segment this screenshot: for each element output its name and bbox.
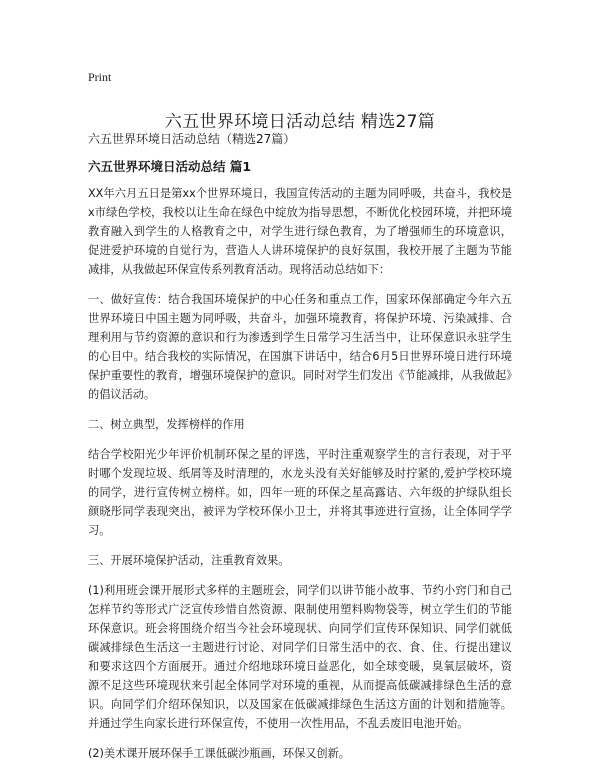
intro-paragraph: XX年六月五日是第xx个世界环境日，我国宣传活动的主题为同呼吸，共奋斗，我校是x市绿色学校，我校以让生命在绿色中绽放为指导思想，不断优化校园环境，并把环境教育融入到学生的人格教育之中，对学生进行绿色教育，为了增强师生的环境意识，促进爱护环境的自觉行为，营造人人讲环境保护的良好氛围，我校开展了主题为节能减排，从我做起环保宣传系列教育活动。现将活动总结如下： [88, 187, 512, 276]
publicity-paragraph: 一、做好宣传：结合我国环境保护的中心任务和重点工作，国家环保部确定今年六五世界环境日中国主题为同呼吸，共奋斗，加强环境教育，将保护环境、污染减排、合理利用与节约资源的意识和行为渗透到学生日常学习生活当中，让环保意识永驻学生的心目中。结合我校的实际情况，在国旗下讲话中，结合6月5日世界环境日进行环境保护重要性的教育，增强环境保护的意识。同时对学生们发出《节能减排，从我做起》的倡议活动。 [88, 293, 512, 401]
section-heading: 六五世界环境日活动总结 篇1 [88, 159, 252, 174]
role-model-paragraph: 结合学校阳光少年评价机制环保之星的评选，平时注重观察学生的言行表现，对于平时哪个发现垃圾、纸屑等及时清理的，水龙头没有关好能够及时拧紧的,爱护学校环境的同学，进行宣传树立榜样。如，四年一班的环保之星高露诘、六年级的护绿队组长颜晓彤同学表现突出，被评为学校环保小卫士，并将其事迹进行宣扬，让全体同学学习。 [88, 448, 512, 537]
role-model-heading: 二、树立典型，发挥榜样的作用 [88, 418, 245, 431]
document-subtitle: 六五世界环境日活动总结（精选27篇） [88, 132, 296, 146]
art-class-paragraph: (2)美术课开展环保手工课低碳沙瓶画，环保又创新。 [88, 747, 350, 760]
print-label: Print [88, 70, 112, 84]
class-meeting-paragraph: (1)利用班会课开展形式多样的主题班会，同学们以讲节能小故事、节约小窍门和自己怎样节约等形式广泛宣传珍惜自然资源、限制使用塑料购物袋等，树立学生们的节能环保意识。班会将围绕介绍当今社会环境现状、向同学们宣传环保知识、同学们就低碳减排绿色生活这一主题进行讨论、对同学们日常生活中的衣、食、住、行提出建议和要求这四个方面展开。通过介绍地球环境日益恶化，如全球变暖，臭氧层破坏，资源不足这些环境现状来引起全体同学对环境的重视，从而提高低碳减排绿色生活的意识。向同学们介绍环保知识，以及国家在低碳减排绿色生活这方面的计划和措施等。并通过学生向家长进行环保宣传，不使用一次性用品，不乱丢废旧电池开始。 [88, 584, 512, 730]
activities-heading: 三、开展环境保护活动，注重教育效果。 [88, 554, 290, 567]
page-title: 六五世界环境日活动总结 精选27篇 [164, 112, 436, 133]
document-body [88, 130, 512, 774]
